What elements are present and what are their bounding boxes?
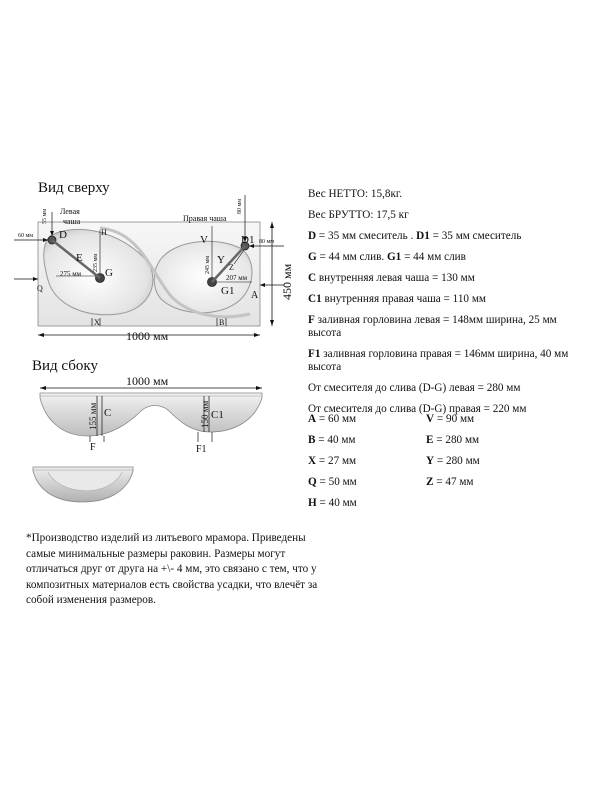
spec-faucets: D = 35 мм смеситель . D1 = 35 мм смеситель: [308, 230, 522, 242]
letter-B: B: [219, 318, 225, 327]
dim-80-side-label: 80 мм: [259, 239, 275, 245]
label-left-bowl-1: Левая: [60, 207, 80, 216]
letter-C1: C1: [211, 409, 224, 421]
dim-235-label: 235 мм: [93, 253, 99, 272]
spec-right-overflow: F1 заливная горловина правая = 146мм ширина, 40 мм высота: [308, 348, 569, 373]
dim-60-label: 60 мм: [18, 233, 34, 239]
dims-left-column: [308, 413, 357, 518]
spec-drains: G = 44 мм слив. G1 = 44 мм слив: [308, 251, 466, 263]
letter-G1: G1: [221, 285, 235, 297]
letter-C: C: [104, 407, 112, 419]
letter-Y: Y: [217, 254, 225, 266]
side-view-title: Вид сбоку: [32, 358, 98, 374]
dim-width-label: 1000 мм: [126, 329, 169, 343]
letter-H: H: [101, 228, 107, 237]
dim-H: H = 40 мм: [308, 497, 357, 509]
letter-D1: D1: [241, 234, 255, 246]
dim-80-top-label: 80 мм: [237, 198, 243, 214]
dim-275-label: 275 мм: [60, 270, 82, 278]
letter-E: E: [76, 252, 83, 264]
spec-list: [308, 188, 588, 424]
dim-Y: Y = 280 мм: [426, 455, 480, 467]
dim-207-label: 207 мм: [226, 274, 248, 282]
letter-Z: Z: [229, 263, 234, 272]
letter-F1: F1: [196, 444, 207, 455]
dim-155-label: 155 мм: [88, 402, 98, 430]
top-view-title: Вид сверху: [38, 180, 110, 196]
dim-E: E = 280 мм: [426, 434, 480, 446]
side-view-drawing: [0, 370, 300, 510]
top-view-drawing: [0, 190, 300, 350]
side-silhouette: [40, 393, 262, 436]
spec-dg-left: От смесителя до слива (D-G) левая = 280 мм: [308, 382, 521, 394]
production-note: *Производство изделий из литьевого мрамора. Приведены самые минимальные размеры раковин. Размеры могут отличаться друг от друга на +\- 4 мм, это связано с тем, что у композитных материалов есть свойства усадки, что влечёт за собой изменения размеров.: [26, 532, 318, 606]
dim-Z: Z = 47 мм: [426, 476, 474, 488]
letter-X: X: [94, 318, 100, 327]
spec-brutto: Вес БРУТТО: 17,5 кг: [308, 209, 409, 221]
side-dim-width-label: 1000 мм: [126, 374, 169, 388]
dims-right-column: [426, 413, 480, 497]
dim-Q: Q = 50 мм: [308, 476, 357, 488]
dim-B: B = 40 мм: [308, 434, 356, 446]
letter-A: A: [251, 290, 259, 301]
label-right-bowl: Правая чаша: [183, 214, 227, 223]
letter-D: D: [59, 229, 67, 241]
dim-V: V = 90 мм: [426, 413, 475, 425]
dim-245-label: 245 мм: [205, 255, 211, 274]
letter-F: F: [90, 442, 96, 453]
spec-left-overflow: F заливная горловина левая = 148мм ширина, 25 мм высота: [308, 314, 557, 339]
letter-V: V: [200, 234, 208, 246]
dim-depth-label: 450 мм: [280, 263, 294, 300]
label-left-bowl-2: чаша: [63, 217, 81, 226]
spec-left-bowl-depth: C внутренняя левая чаша = 130 мм: [308, 272, 475, 284]
letter-Q: Q: [37, 284, 43, 293]
letter-G: G: [105, 267, 113, 279]
dim-150-label: 150 мм: [200, 400, 210, 428]
spec-dg-right: От смесителя до слива (D-G) правая = 220 мм: [308, 403, 527, 415]
dim-55-label: 55 мм: [42, 208, 48, 224]
dim-X: X = 27 мм: [308, 455, 357, 467]
spec-right-bowl-depth: C1 внутренняя правая чаша = 110 мм: [308, 293, 486, 305]
spec-netto: Вес НЕТТО: 15,8кг.: [308, 188, 403, 200]
dim-A: A = 60 мм: [308, 413, 357, 425]
